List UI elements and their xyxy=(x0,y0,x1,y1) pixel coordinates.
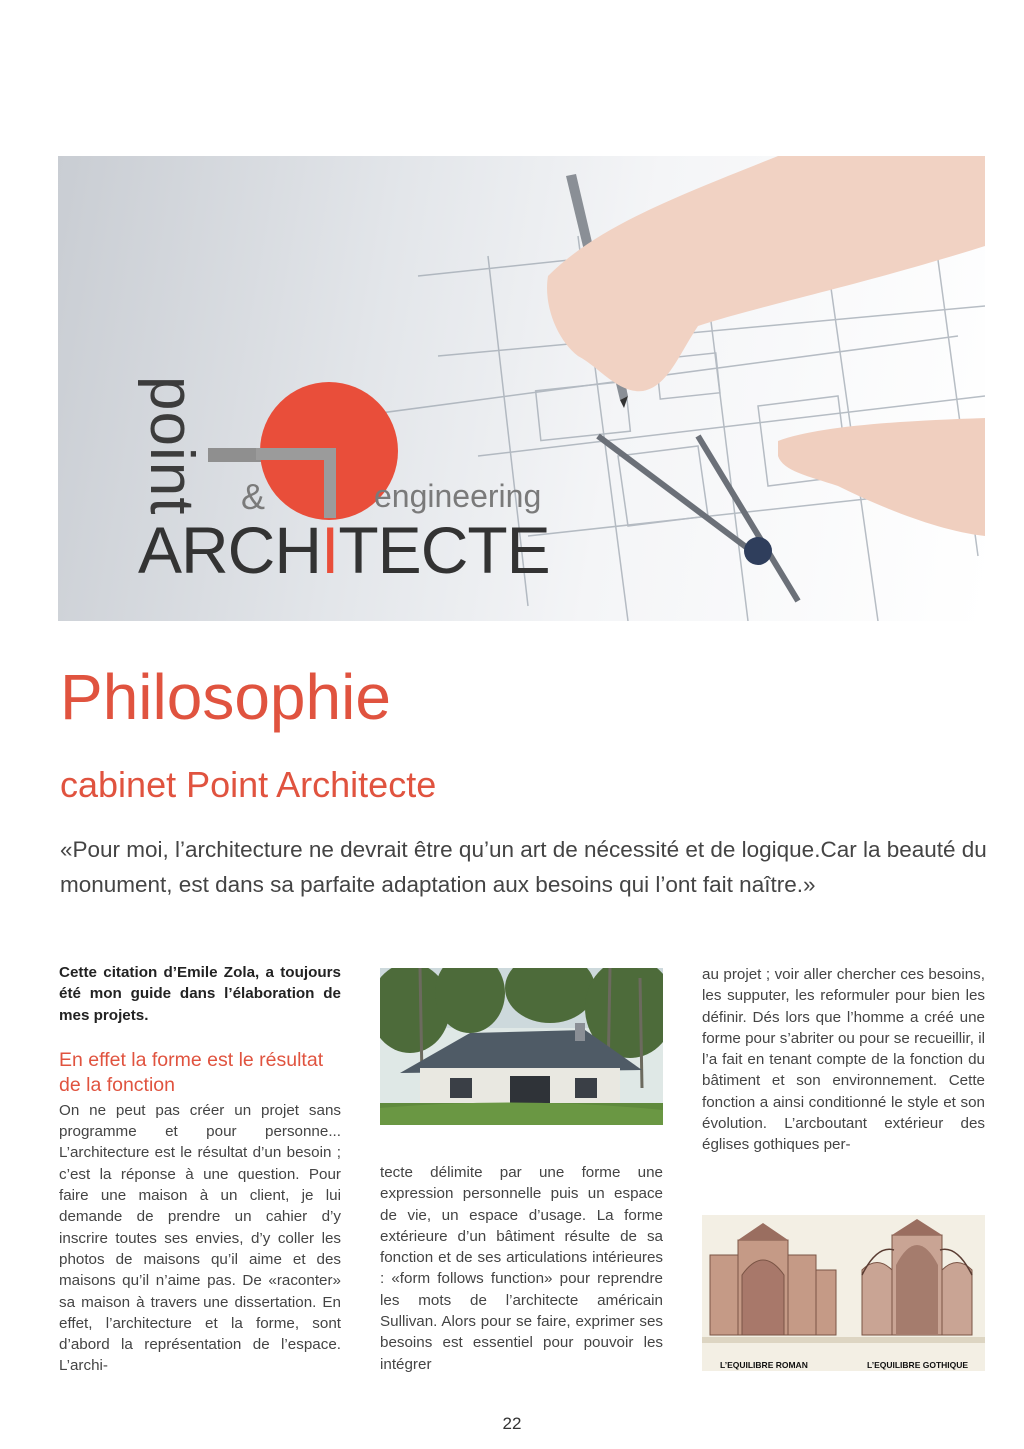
church-sections-illustration xyxy=(702,1215,985,1355)
logo-word-engineering: engineering xyxy=(374,478,542,514)
column-1-text: On ne peut pas créer un projet sans programme et pour personne... L’architecture est le résultat d’un besoin ; c’est la réponse à une question. Pour faire une maison à un client, je lui demande de prendre un cahier d’y inscrire toutes ses envies, d’y coller les photos de maisons qu’il aime et des maisons qu’il n’aime pas. De «raconter» sa maison à travers une dissertation. En effet, l’architecture et la forme, sont d’abord la représentation de l’espace. L’archi- xyxy=(59,1101,341,1375)
logo-ampersand: & xyxy=(241,476,266,517)
company-logo xyxy=(58,156,985,621)
article-column-2 xyxy=(380,1162,663,1375)
hero-banner xyxy=(58,156,985,621)
intro-quote: «Pour moi, l’architecture ne devrait être qu’un art de nécessité et de logique.Car la beauté du monument, est dans sa parfaite adaptation aux besoins qui l’ont fait naître.» xyxy=(60,837,987,897)
page-title: Philosophie xyxy=(60,661,391,733)
label-roman: L’EQUILIBRE ROMAN xyxy=(720,1360,808,1370)
article-column-3 xyxy=(702,964,985,1156)
logo-archi-part-i: I xyxy=(321,513,339,587)
house-photo xyxy=(380,968,663,1125)
logo-word-architecte xyxy=(138,512,550,588)
page-subtitle: cabinet Point Architecte xyxy=(60,764,437,805)
article-column-1 xyxy=(59,962,341,1377)
column-2-text: tecte délimite par une forme une expression personnelle puis un espace de vie, un espace d’usage. La forme extérieure d’un bâtiment résulte de sa fonction et de ses articulations intérieures : «form follows function» pour reprendre les mots de l’architecte américain Sullivan. Alors pour se faire, exprimer ses besoins est essentiel pour pouvoir les intégrer xyxy=(380,1164,663,1373)
house-illustration xyxy=(380,968,663,1125)
logo-word-point: point xyxy=(137,376,206,516)
section-heading: En effet la forme est le résultat de la fonction xyxy=(59,1048,324,1096)
article-lead: Cette citation d’Emile Zola, a toujours été mon guide dans l’élaboration de mes projets. xyxy=(59,964,341,1024)
logo-archi-part-b: TECTE xyxy=(338,513,550,587)
logo-archi-part-a: ARCH xyxy=(138,513,322,587)
roman-gothic-figure xyxy=(702,1215,985,1371)
page-number: 22 xyxy=(502,1414,522,1433)
label-gothic: L’EQUILIBRE GOTHIQUE xyxy=(867,1360,969,1370)
column-3-text: au projet ; voir aller chercher ces besoins, les supputer, les reformuler pour bien les définir. Dés lors que l’homme a créé une forme pour s’abriter ou pour se recueillir, il l’a fait en tenant compte de la fonction du bâtiment et son environnement. Cette fonction a ainsi conditionné le style et son évolution. L’arcboutant extérieur des églises gothiques per- xyxy=(702,966,985,1154)
